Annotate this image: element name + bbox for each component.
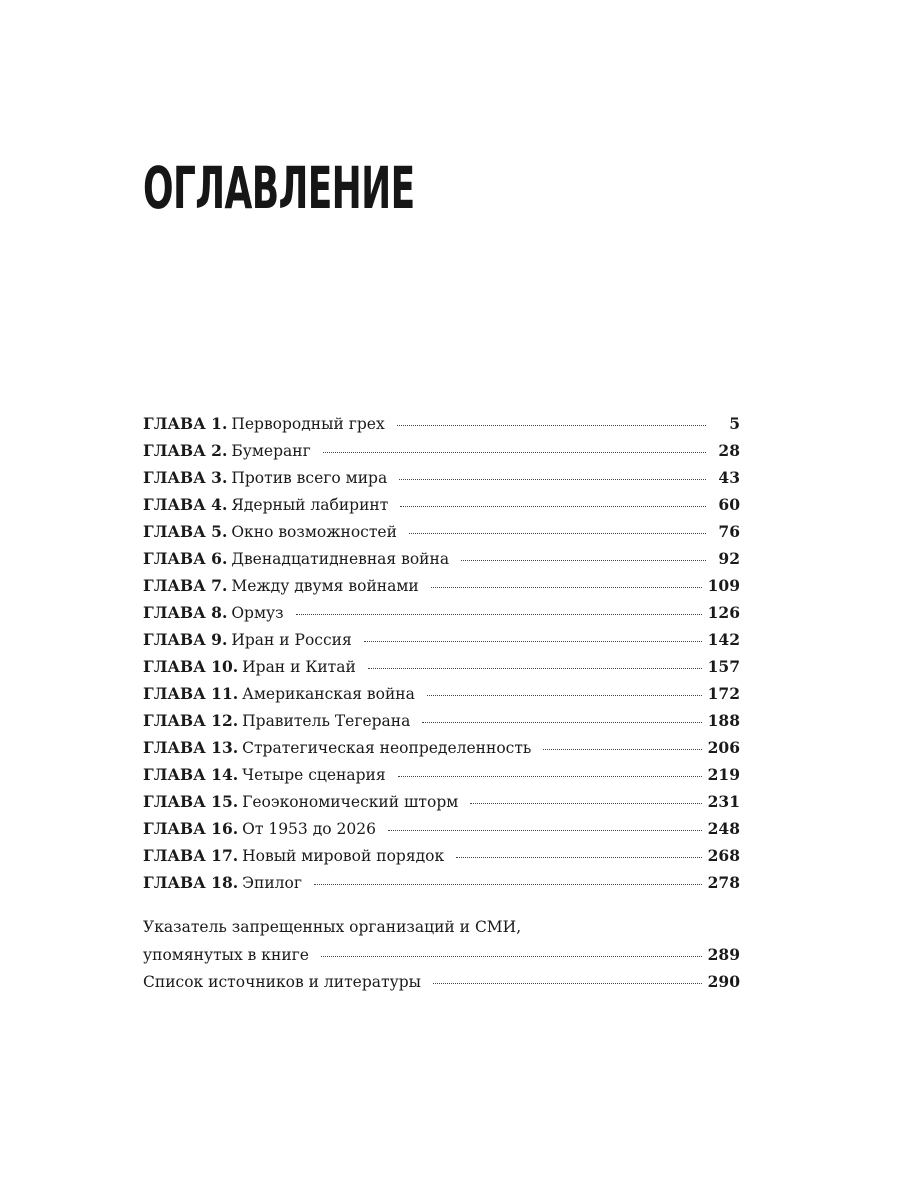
chapter-title: Эпилог — [242, 874, 302, 892]
dot-leader — [431, 587, 702, 588]
chapter-label: ГЛАВА 9. — [143, 630, 228, 649]
chapter-title: Стратегическая неопределенность — [242, 739, 532, 757]
dot-leader — [399, 479, 706, 480]
page-number: 219 — [707, 765, 740, 784]
chapter-label: ГЛАВА 14. — [143, 765, 239, 784]
page-number: 289 — [707, 945, 740, 964]
dot-leader — [470, 803, 701, 804]
chapter-label: ГЛАВА 1. — [143, 414, 228, 433]
toc-entry[interactable] — [143, 707, 740, 734]
page-number: 126 — [707, 603, 740, 622]
chapter-title: Иран и Китай — [242, 658, 356, 676]
table-of-contents — [143, 410, 740, 995]
toc-entry[interactable] — [143, 410, 740, 437]
appendix-list — [143, 914, 740, 995]
chapter-title: Американская война — [242, 685, 415, 703]
toc-entry[interactable] — [143, 761, 740, 788]
chapter-label: ГЛАВА 16. — [143, 819, 239, 838]
chapter-title: Четыре сценария — [242, 766, 386, 784]
dot-leader — [400, 506, 706, 507]
chapter-label: ГЛАВА 8. — [143, 603, 228, 622]
page-number: 60 — [718, 495, 740, 514]
page-number: 172 — [707, 684, 740, 703]
dot-leader — [314, 884, 702, 885]
dot-leader — [422, 722, 701, 723]
toc-entry[interactable] — [143, 788, 740, 815]
toc-entry[interactable] — [143, 437, 740, 464]
toc-entry[interactable] — [143, 599, 740, 626]
entry-title: упомянутых в книге — [143, 946, 309, 964]
chapter-title: Первородный грех — [231, 415, 385, 433]
chapter-label: ГЛАВА 15. — [143, 792, 239, 811]
toc-entry[interactable] — [143, 464, 740, 491]
chapter-label: ГЛАВА 12. — [143, 711, 239, 730]
chapter-label: ГЛАВА 13. — [143, 738, 239, 757]
toc-entry[interactable] — [143, 734, 740, 761]
page-title: ОГЛАВЛЕНИЕ — [143, 154, 415, 222]
chapter-title: Правитель Тегерана — [242, 712, 411, 730]
toc-entry[interactable] — [143, 545, 740, 572]
chapter-title: Между двумя войнами — [231, 577, 419, 595]
toc-entry[interactable] — [143, 815, 740, 842]
page-number: 278 — [707, 873, 740, 892]
chapter-title: Двенадцатидневная война — [231, 550, 450, 568]
toc-entry[interactable] — [143, 572, 740, 599]
page-number: 188 — [707, 711, 740, 730]
page-number: 5 — [729, 414, 740, 433]
dot-leader — [398, 776, 702, 777]
dot-leader — [397, 425, 706, 426]
dot-leader — [296, 614, 702, 615]
chapter-label: ГЛАВА 3. — [143, 468, 228, 487]
toc-entry[interactable] — [143, 869, 740, 896]
chapter-list — [143, 410, 740, 896]
page-number: 43 — [718, 468, 740, 487]
chapter-title: Против всего мира — [231, 469, 388, 487]
dot-leader — [321, 956, 702, 957]
page-number: 268 — [707, 846, 740, 865]
toc-entry[interactable] — [143, 626, 740, 653]
dot-leader — [433, 983, 702, 984]
page-number: 290 — [707, 972, 740, 991]
dot-leader — [368, 668, 702, 669]
page-number: 248 — [707, 819, 740, 838]
chapter-label: ГЛАВА 4. — [143, 495, 228, 514]
chapter-title: Новый мировой порядок — [242, 847, 445, 865]
chapter-label: ГЛАВА 5. — [143, 522, 228, 541]
chapter-label: ГЛАВА 18. — [143, 873, 239, 892]
toc-entry[interactable] — [143, 941, 740, 968]
page-number: 28 — [718, 441, 740, 460]
toc-entry[interactable] — [143, 518, 740, 545]
dot-leader — [409, 533, 706, 534]
chapter-title: Геоэкономический шторм — [242, 793, 459, 811]
dot-leader — [461, 560, 706, 561]
page-number: 76 — [718, 522, 740, 541]
toc-entry[interactable] — [143, 653, 740, 680]
chapter-title: Бумеранг — [231, 442, 311, 460]
chapter-title: Иран и Россия — [231, 631, 352, 649]
dot-leader — [543, 749, 701, 750]
chapter-label: ГЛАВА 10. — [143, 657, 239, 676]
page-number: 109 — [707, 576, 740, 595]
chapter-title: Окно возможностей — [231, 523, 397, 541]
dot-leader — [364, 641, 702, 642]
appendix-item-title-line: Указатель запрещенных организаций и СМИ, — [143, 918, 522, 936]
chapter-label: ГЛАВА 2. — [143, 441, 228, 460]
toc-entry[interactable] — [143, 968, 740, 995]
dot-leader — [456, 857, 701, 858]
page-number: 92 — [718, 549, 740, 568]
dot-leader — [427, 695, 702, 696]
page-number: 206 — [707, 738, 740, 757]
entry-title: Список источников и литературы — [143, 973, 421, 991]
toc-entry[interactable] — [143, 842, 740, 869]
dot-leader — [323, 452, 706, 453]
page-number: 142 — [707, 630, 740, 649]
page-number: 231 — [707, 792, 740, 811]
toc-entry[interactable] — [143, 491, 740, 518]
chapter-label: ГЛАВА 11. — [143, 684, 239, 703]
chapter-title: Ядерный лабиринт — [231, 496, 389, 514]
toc-entry[interactable] — [143, 680, 740, 707]
chapter-label: ГЛАВА 17. — [143, 846, 239, 865]
dot-leader — [388, 830, 702, 831]
chapter-label: ГЛАВА 6. — [143, 549, 228, 568]
chapter-title: Ормуз — [231, 604, 284, 622]
page-number: 157 — [707, 657, 740, 676]
chapter-label: ГЛАВА 7. — [143, 576, 228, 595]
chapter-title: От 1953 до 2026 — [242, 820, 376, 838]
